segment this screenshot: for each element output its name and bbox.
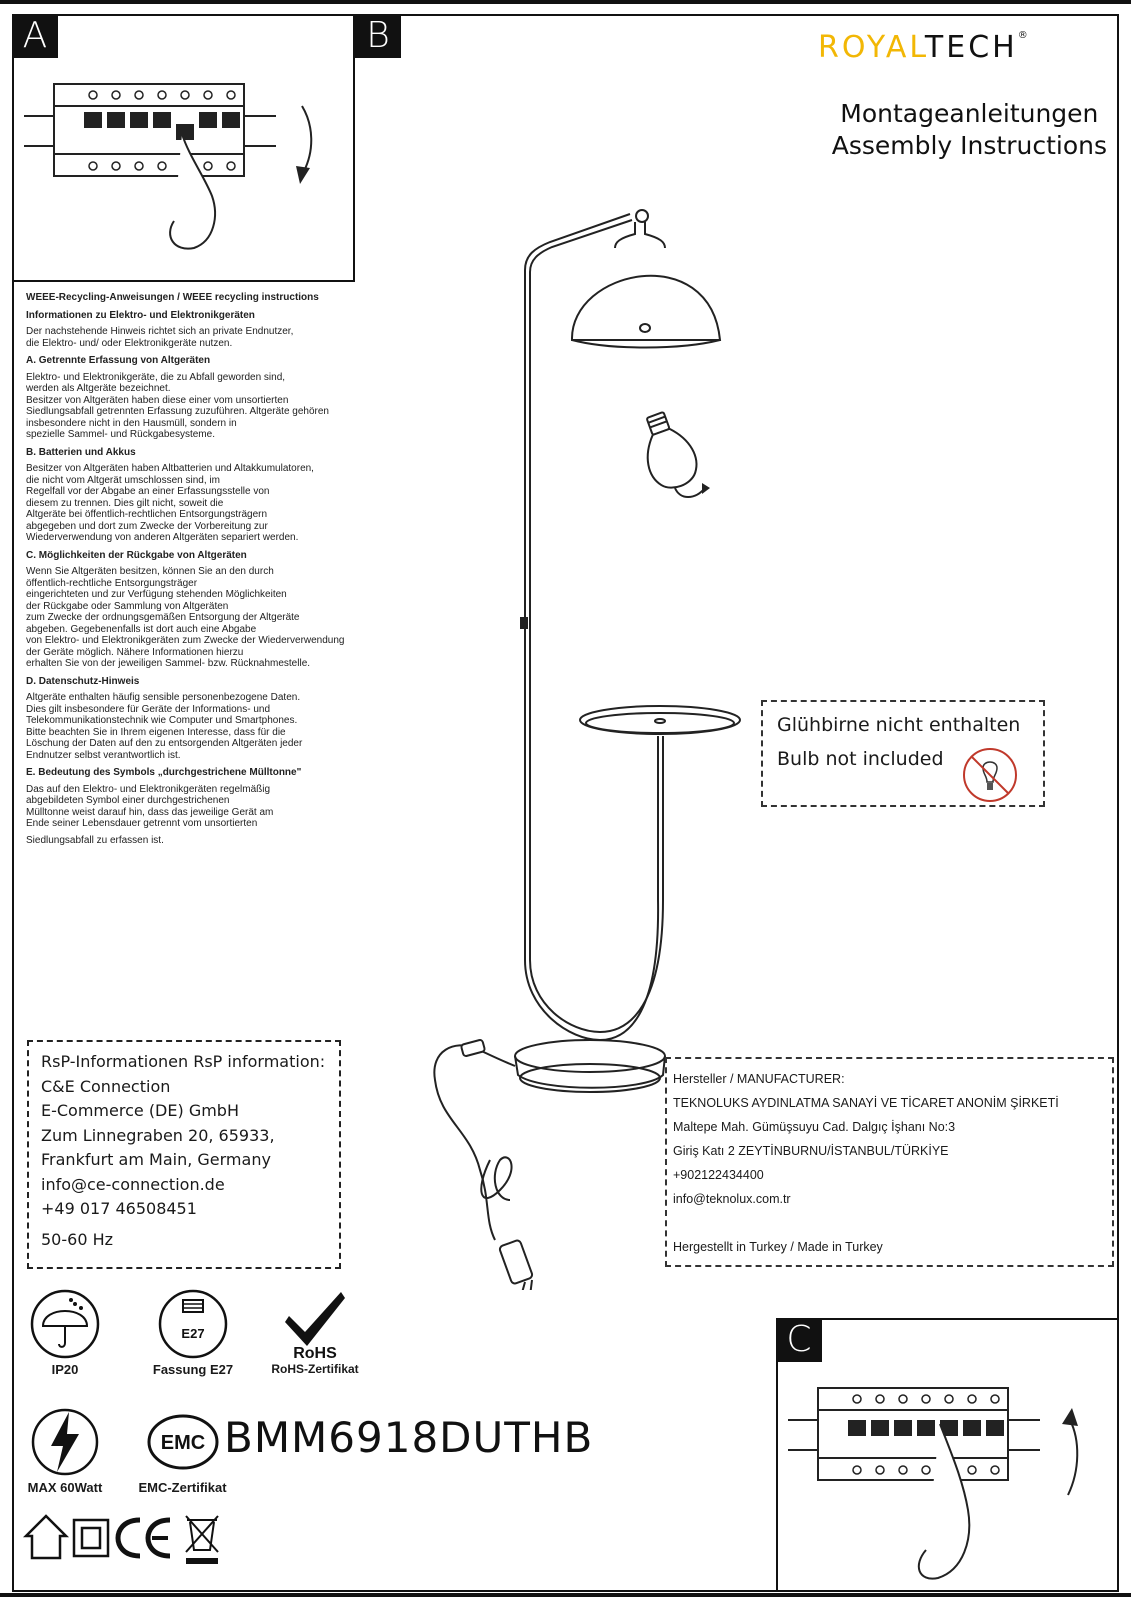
rsp-line: Zum Linnegraben 20, 65933, [41,1125,275,1145]
weee-instructions [26,292,446,851]
ip-label: IP20 [51,1362,79,1377]
lightning-icon [25,1406,105,1478]
emc-label: EMC-Zertifikat [138,1480,227,1495]
manufacturer-line: Hergestellt in Turkey / Made in Turkey [673,1240,883,1254]
model-number: BMM6918DUTHB [224,1413,594,1462]
compliance-symbols [22,1506,242,1566]
max-power [20,1406,110,1495]
manufacturer-title: Hersteller / MANUFACTURER: [673,1072,845,1086]
weee-outro: Siedlungsabfall zu erfassen ist. [26,834,164,846]
emc-certification [125,1406,240,1495]
no-bulb-icon [961,746,1019,804]
breaker-off-illustration [14,16,354,281]
title-en: Assembly Instructions [831,131,1107,160]
weee-section-text: Das auf den Elektro- und Elektronikgeräten regelmäßig abgebildeten Symbol einer durchgestrichenen Mülltonne weist darauf hin, dass das jeweilige Gerät am Ende seiner Lebensdauer getrennt vom unsortierten [26,783,274,829]
manufacturer-line: +902122434400 [673,1168,764,1182]
double-insulation-icon [74,1520,108,1556]
weee-section-heading: D. Datenschutz-Hinweis [26,675,140,687]
manufacturer-spacer [673,1211,1106,1235]
manufacturer-line: TEKNOLUKS AYDINLATMA SANAYİ VE TİCARET ANONİM ŞİRKETİ [673,1096,1059,1110]
manufacturer-info [665,1057,1114,1267]
rsp-line: Frankfurt am Main, Germany [41,1150,271,1169]
weee-section-heading: C. Möglichkeiten der Rückgabe von Altgeräten [26,549,247,561]
power-label: MAX 60Watt [27,1480,103,1495]
weee-subheading: Informationen zu Elektro- und Elektronikgeräten [26,309,255,321]
panel-c-label: C [776,1318,822,1362]
breaker-on-illustration [778,1320,1118,1590]
rsp-title: RsP-Informationen RsP information: [41,1052,326,1071]
rohs-icon [275,1288,355,1360]
panel-c [776,1318,1119,1592]
weee-section-heading: B. Batterien und Akkus [26,446,136,458]
panel-b-label: B [355,14,401,58]
weee-intro: Der nachstehende Hinweis richtet sich an private Endnutzer, die Elektro- und/ oder Elektronikgeräte nutzen. [26,326,294,349]
rsp-frequency: 50-60 Hz [41,1229,114,1249]
rsp-information [27,1040,341,1269]
weee-section-text: Wenn Sie Altgeräten besitzen, können Sie an den durch öffentlich-rechtliche Entsorgungsträger eingerichteten und zur Verfügung stehenden Möglichkeiten der Rückgabe oder Sammlung von Altgeräten zum Zwecke der ordnungsgemäßen Entsorgung der Altgeräte abgeben. Gegebenenfalls ist dort auch eine Abgabe von Elektro- und Elektronikgeräten zum Zwecke der Wiederverwendung der Geräte möglich. Nähere Informationen hierzu erhalten Sie von der jeweiligen Sammel- bzw. Rücknahmestelle. [26,566,345,669]
title-de: Montageanleitungen [840,99,1099,128]
weee-section-heading: A. Getrennte Erfassung von Altgeräten [26,355,211,366]
e27-socket-icon [153,1288,233,1360]
page-title [832,98,1107,162]
umbrella-icon [25,1288,105,1360]
emc-icon [143,1406,223,1478]
rohs-icon-text: RoHS [293,1345,337,1360]
bulb-note-en: Bulb not included [777,748,944,770]
weee-section-text: Besitzer von Altgeräten haben Altbatterien und Altakkumulatoren, die nicht vom Altgerät umschlossen sind, im Regelfall vor der Abgabe an einer Erfassungsstelle von diesem zu trennen. Dies gilt nicht, soweit die Altgeräte bei öffentlich-rechtlichen Entsorgungsträgern abgegeben und dort zum Zwecke der Vorbereitung zur Wiederverwendung von anderen Altgeräten separiert werden. [26,463,314,543]
ip-rating [20,1288,110,1377]
weee-heading: WEEE-Recycling-Anweisungen / WEEE recycling instructions [26,292,319,303]
bulb-note-de: Glühbirne nicht enthalten [777,714,1021,736]
manufacturer-line: Giriş Katı 2 ZEYTİNBURNU/İSTANBUL/TÜRKİYE [673,1144,949,1158]
e27-icon-text: E27 [181,1326,205,1341]
rsp-line: +49 017 46508451 [41,1199,197,1218]
rsp-line: C&E Connection [41,1076,171,1096]
rohs-certification [260,1288,370,1376]
bulb-not-included-note [761,700,1045,807]
manufacturer-line: Maltepe Mah. Gümüşsuyu Cad. Dalgıç İşhanı No:3 [673,1120,956,1134]
brand-logo: ROYALTECH® [818,30,1031,65]
indoor-use-icon [26,1516,66,1558]
emc-icon-text: EMC [160,1432,205,1454]
crossed-bin-icon [186,1516,218,1552]
manufacturer-line: info@teknolux.com.tr [673,1192,791,1206]
bottom-rule [0,1593,1131,1597]
weee-section-text: Elektro- und Elektronikgeräte, die zu Abfall geworden sind, werden als Altgeräte bezeichnet. Besitzer von Altgeräten haben diese einer vom unsortierten Siedlungsabfall getrennten Erfassung zuzuführen. Altgeräte gehören insbesondere nicht in den Hausmüll, sondern in spezielle Sammel- und Rückgabesysteme. [26,371,329,440]
weee-section-heading: E. Bedeutung des Symbols „durchgestrichene Mülltonne" [26,767,302,778]
socket-label: Fassung E27 [152,1362,234,1377]
socket-type [138,1288,248,1377]
ce-mark-icon [118,1520,140,1556]
rohs-label: RoHS-Zertifikat [271,1362,359,1376]
weee-section-text: Altgeräte enthalten häufig sensible personenbezogene Daten. Dies gilt insbesondere für Geräte der Informations- und Telekommunikationstechnik wie Computer und Smartphones. Bitte beachten Sie in Ihrem eigenen Interesse, dass für die Löschung der Daten auf den zu entsorgenden Altgeräten jeder Endnutzer selbst verantwortlich ist. [26,692,303,761]
rsp-line: E-Commerce (DE) GmbH [41,1101,239,1120]
panel-a [12,14,355,282]
top-rule [0,0,1131,4]
panel-a-label: A [12,14,58,58]
rsp-line: info@ce-connection.de [41,1174,225,1194]
